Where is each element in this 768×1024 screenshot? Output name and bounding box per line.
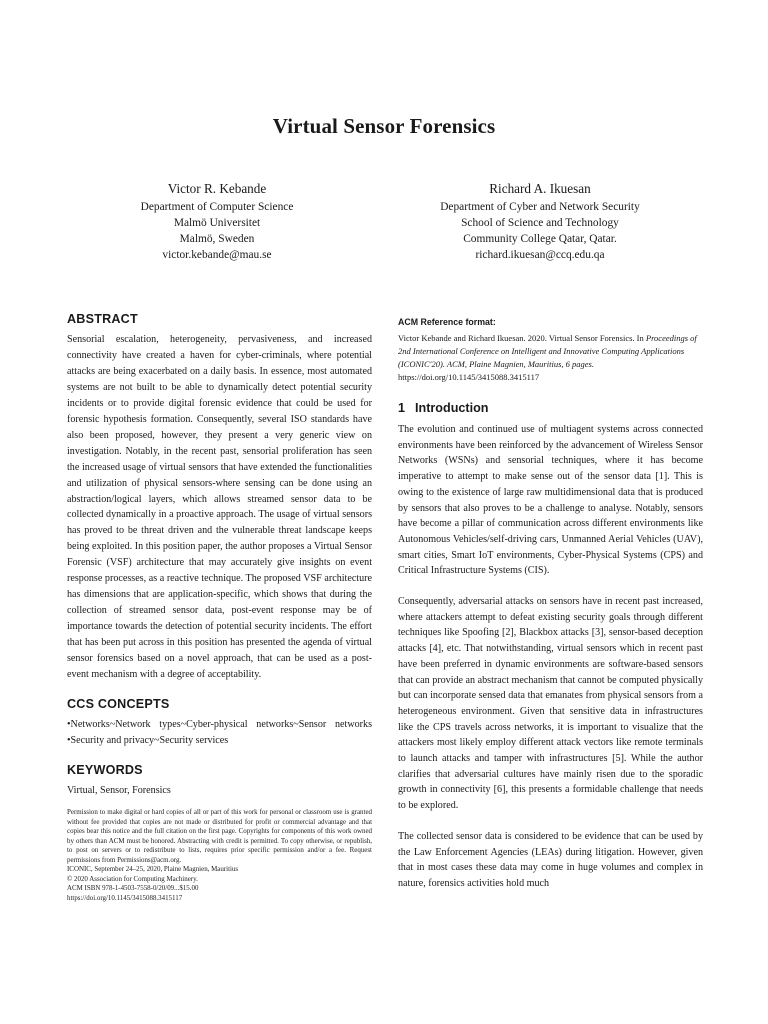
- acm-reference-text: [398, 332, 703, 384]
- right-column: [398, 317, 703, 907]
- abstract-heading: ABSTRACT: [67, 312, 138, 326]
- acm-reference-venue: Proceedings of 2nd International Conference on Intelligent and Innovative Computing Applications (ICONIC'20). ACM, Plaine Magnien, Mauritius, 6 pages.: [398, 333, 697, 369]
- section-title: Introduction: [415, 401, 489, 415]
- ccs-heading: CCS CONCEPTS: [67, 696, 170, 711]
- doi-link[interactable]: https://doi.org/10.1145/3415088.3415117: [67, 893, 183, 902]
- author-block-2: [390, 180, 690, 263]
- conference-info: ICONIC, September 24–25, 2020, Plaine Magnien, Mauritius: [67, 865, 239, 873]
- copyright-footnote: [67, 808, 372, 903]
- author-email[interactable]: richard.ikuesan@ccq.edu.qa: [475, 249, 605, 261]
- intro-paragraph-2: Consequently, adversarial attacks on sensors have in recent past increased, where attackers attempt to defeat existing security goals through different techniques like Spoofing [2], Blackbox attacks [3], sensor-based deception attacks [4], etc. That notwithstanding, virtual sensors which in recent past have been preferred in dynamic environments are software-based sensors that can provide an abstract mechanism that cannot be computed physically but can incorporate sensed data that emanates from physical sensors from a heterogeneous environment. Given that sensitive data in infrastructures like the CPS travels across networks, it is important to visualize that the attackers most likely employ different attack vectors like remote terminals to launch attacks and tamper with infrastructures [5]. While the author clarifies that adversarial cultures have mainly risen due to the sporadic growth in connectivity [6], this presents a formidable challenge that needs to be explored.: [398, 596, 703, 812]
- left-column: [67, 312, 372, 799]
- author-organization: Malmö Universitet: [173, 217, 261, 229]
- keywords-heading: KEYWORDS: [67, 762, 143, 777]
- keywords-section: [67, 763, 372, 799]
- isbn-line: ACM ISBN 978-1-4503-7558-0/20/09...$15.00: [67, 884, 199, 892]
- section-number: 1: [398, 401, 406, 415]
- author-department: Department of Computer Science: [140, 201, 294, 213]
- copyright-line: © 2020 Association for Computing Machinery.: [67, 874, 198, 883]
- acm-reference-doi[interactable]: https://doi.org/10.1145/3415088.3415117: [398, 372, 540, 382]
- acm-reference-lead: Victor Kebande and Richard Ikuesan. 2020. Virtual Sensor Forensics. In: [398, 333, 646, 343]
- author-organization: School of Science and Technology: [461, 217, 619, 229]
- author-block-1: [67, 180, 367, 263]
- author-name: Richard A. Ikuesan: [489, 181, 591, 196]
- ccs-text: •Networks~Network types~Cyber-physical networks~Sensor networks •Security and privacy~Security services: [67, 718, 372, 746]
- paper-title: Virtual Sensor Forensics: [272, 114, 496, 138]
- intro-paragraph-1: The evolution and continued use of multiagent systems across connected environments have been reinforced by the advancement of Wireless Sensor Networks (WSNs) and sensorial techniques, where it has become imperative to attempt to make sense out of the sensor data [1]. This is owing to the existence of large raw multidimensional data that is produced by sensors that also proves to be a challenge to analyse. Notably, sensors have become a pillar of communication across different environments like Autonomous Vehicles/self-driving cars, Unmanned Aerial Vehicles (UAV), smart cities, Smart IoT environments, Cyber-Physical Systems (CPS) and Critical Infrastructure Systems (CIS).: [398, 424, 703, 577]
- abstract-text: Sensorial escalation, heterogeneity, pervasiveness, and increased connectivity have created a haven for cyber-criminals, where potential attacks are being exacerbated on a daily basis. In essence, most automated systems are not built to be able to dynamically detect potential security incidents or to provide digital forensic evidence that could be used for forensic hypothesis formation. Consequently, several ISO standards have also been proposed, however, they present a very generic view on investigation. Notably, in the recent past, sensorial proliferation has seen the increased usage of virtual sensors that have extended the functionalities and utilization of physical sensors-where sensing can be done using an abstraction/logical layers, which allows streamed sensor data to be collected dynamically in a proactive approach. The usage of virtual sensors has proved to be threat driven and the vulnerable threat landscape keeps being exploited. In this position paper, the author proposes a Virtual Sensor Forensic (VSF) architecture that may accurately give insights on event response processes, as a reactive technique. The proposed VSF architecture has dimensions that are application-specific, which shows that during the collection of streamed sensor data, post-event response may be of importance towards the detection of potential security incidents. The effort that has been put across in this position has presented the agenda of virtual sensor forensics based on a novel approach, that can be used as a post-event mechanism with a degree of acceptability.: [67, 334, 372, 681]
- author-department: Department of Cyber and Network Security: [440, 201, 640, 213]
- intro-paragraph-3: The collected sensor data is considered to be evidence that can be used by the Law Enforcement Agencies (LEAs) during litigation. However, given that in most cases these data may come in huge volumes and complex in nature, forensics activities hold much: [398, 830, 703, 889]
- permission-notice: Permission to make digital or hard copies of all or part of this work for personal or classroom use is granted without fee provided that copies are not made or distributed for profit or commercial advantage and that copies bear this notice and the full citation on the first page. Copyrights for components of this work owned by others than ACM must be honored. Abstracting with credit is permitted. To copy otherwise, or republish, to post on servers or to redistribute to lists, requires prior specific permission and/or a fee. Request permissions from Permissions@acm.org.: [67, 808, 372, 864]
- ccs-section: [67, 697, 372, 749]
- author-name: Victor R. Kebande: [167, 181, 267, 196]
- author-city: Community College Qatar, Qatar.: [463, 233, 617, 245]
- keywords-text: Virtual, Sensor, Forensics: [67, 784, 171, 796]
- author-city: Malmö, Sweden: [179, 233, 255, 245]
- author-email[interactable]: victor.kebande@mau.se: [162, 249, 272, 261]
- acm-reference-heading: ACM Reference format:: [398, 317, 496, 327]
- introduction-heading: [398, 401, 703, 415]
